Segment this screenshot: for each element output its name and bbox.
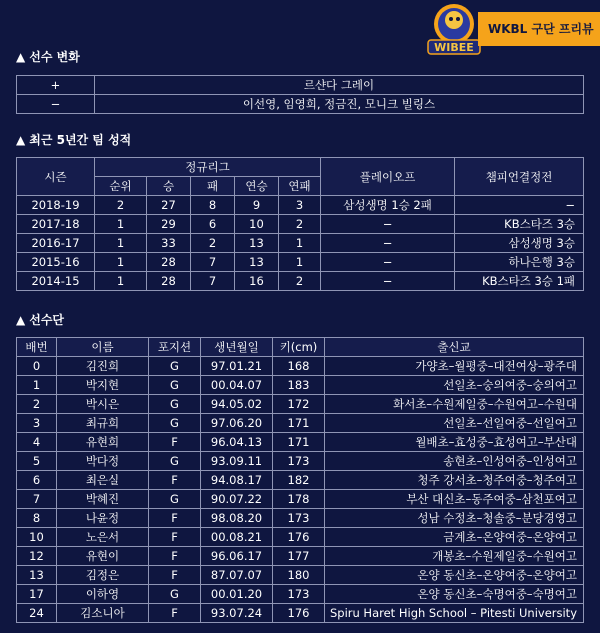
cell-rank: 1 bbox=[95, 234, 147, 253]
cell-school: 개봉초–수원제일중–수원여고 bbox=[325, 547, 584, 566]
cell-height: 168 bbox=[273, 357, 325, 376]
cell-school: 온양 동신초–숙명여중–숙명여고 bbox=[325, 585, 584, 604]
cell-position: F bbox=[149, 566, 201, 585]
cell-number: 5 bbox=[17, 452, 57, 471]
cell-name: 김소니아 bbox=[57, 604, 149, 623]
cell-height: 172 bbox=[273, 395, 325, 414]
cell-height: 177 bbox=[273, 547, 325, 566]
cell-height: 176 bbox=[273, 528, 325, 547]
cell-position: F bbox=[149, 528, 201, 547]
table-row bbox=[17, 196, 584, 215]
cell-number: 13 bbox=[17, 566, 57, 585]
cell-position: G bbox=[149, 357, 201, 376]
col-birthdate: 생년월일 bbox=[201, 338, 273, 357]
cell-streak-win: 10 bbox=[235, 215, 279, 234]
cell-birthdate: 00.01.20 bbox=[201, 585, 273, 604]
preview-tag: WKBL 구단 프리뷰 bbox=[478, 12, 600, 46]
cell-number: 1 bbox=[17, 376, 57, 395]
cell-school: 온양 동신초–온양여중–온양여고 bbox=[325, 566, 584, 585]
col-position: 포지션 bbox=[149, 338, 201, 357]
cell-birthdate: 90.07.22 bbox=[201, 490, 273, 509]
team-logo bbox=[422, 0, 486, 58]
cell-streak-loss: 2 bbox=[279, 215, 321, 234]
cell-win: 28 bbox=[147, 253, 191, 272]
cell-season: 2015-16 bbox=[17, 253, 95, 272]
cell-number: 4 bbox=[17, 433, 57, 452]
cell-name: 최규희 bbox=[57, 414, 149, 433]
table-row bbox=[17, 528, 584, 547]
cell-loss: 2 bbox=[191, 234, 235, 253]
change-sign: + bbox=[17, 76, 95, 95]
cell-playoff: − bbox=[321, 234, 455, 253]
cell-name: 박지현 bbox=[57, 376, 149, 395]
cell-height: 183 bbox=[273, 376, 325, 395]
cell-height: 173 bbox=[273, 585, 325, 604]
cell-season: 2014-15 bbox=[17, 272, 95, 291]
table-row bbox=[17, 490, 584, 509]
triangle-icon: ▲ bbox=[16, 50, 26, 64]
col-height: 키(cm) bbox=[273, 338, 325, 357]
cell-position: F bbox=[149, 433, 201, 452]
cell-loss: 7 bbox=[191, 253, 235, 272]
cell-champ: KB스타즈 3승 bbox=[455, 215, 584, 234]
table-row bbox=[17, 253, 584, 272]
cell-playoff: − bbox=[321, 253, 455, 272]
cell-name: 김정은 bbox=[57, 566, 149, 585]
table-row bbox=[17, 234, 584, 253]
table-row bbox=[17, 272, 584, 291]
cell-win: 29 bbox=[147, 215, 191, 234]
cell-number: 17 bbox=[17, 585, 57, 604]
section-title-results: ▲ 최근 5년간 팀 성적 bbox=[16, 133, 132, 147]
cell-champ: 하나은행 3승 bbox=[455, 253, 584, 272]
table-row bbox=[17, 452, 584, 471]
cell-win: 27 bbox=[147, 196, 191, 215]
cell-position: G bbox=[149, 395, 201, 414]
cell-streak-loss: 1 bbox=[279, 253, 321, 272]
cell-name: 박다정 bbox=[57, 452, 149, 471]
table-row bbox=[17, 357, 584, 376]
header-banner bbox=[422, 0, 600, 54]
cell-school: 월배초–효성중–효성여고–부산대 bbox=[325, 433, 584, 452]
cell-playoff: − bbox=[321, 272, 455, 291]
cell-birthdate: 97.06.20 bbox=[201, 414, 273, 433]
roster-table bbox=[16, 337, 584, 623]
table-row bbox=[17, 95, 584, 114]
cell-name: 나윤정 bbox=[57, 509, 149, 528]
table-row bbox=[17, 414, 584, 433]
cell-position: G bbox=[149, 414, 201, 433]
cell-height: 178 bbox=[273, 490, 325, 509]
col-number: 배번 bbox=[17, 338, 57, 357]
cell-loss: 7 bbox=[191, 272, 235, 291]
changes-table bbox=[16, 75, 584, 114]
col-champ: 챔피언결정전 bbox=[455, 158, 584, 196]
cell-height: 180 bbox=[273, 566, 325, 585]
section-title-changes: ▲ 선수 변화 bbox=[16, 50, 80, 64]
table-row bbox=[17, 395, 584, 414]
change-names: 르샨다 그레이 bbox=[95, 76, 584, 95]
cell-school: 성남 수정초–청솔중–분당경영고 bbox=[325, 509, 584, 528]
cell-streak-win: 13 bbox=[235, 234, 279, 253]
cell-champ: 삼성생명 3승 bbox=[455, 234, 584, 253]
cell-champ: − bbox=[455, 196, 584, 215]
cell-birthdate: 97.01.21 bbox=[201, 357, 273, 376]
cell-position: G bbox=[149, 585, 201, 604]
table-row bbox=[17, 547, 584, 566]
col-streak-loss: 연패 bbox=[279, 177, 321, 196]
cell-birthdate: 94.05.02 bbox=[201, 395, 273, 414]
triangle-icon: ▲ bbox=[16, 313, 26, 327]
change-sign: − bbox=[17, 95, 95, 114]
cell-playoff: − bbox=[321, 215, 455, 234]
cell-position: G bbox=[149, 490, 201, 509]
cell-height: 173 bbox=[273, 509, 325, 528]
cell-school: Spiru Haret High School – Pitesti University bbox=[325, 604, 584, 623]
cell-name: 최은실 bbox=[57, 471, 149, 490]
table-row bbox=[17, 471, 584, 490]
cell-name: 유현이 bbox=[57, 547, 149, 566]
cell-streak-win: 13 bbox=[235, 253, 279, 272]
col-school: 출신교 bbox=[325, 338, 584, 357]
cell-birthdate: 94.08.17 bbox=[201, 471, 273, 490]
col-season: 시즌 bbox=[17, 158, 95, 196]
cell-season: 2017-18 bbox=[17, 215, 95, 234]
cell-streak-win: 9 bbox=[235, 196, 279, 215]
cell-school: 선일초–선일여중–선일여고 bbox=[325, 414, 584, 433]
cell-birthdate: 00.08.21 bbox=[201, 528, 273, 547]
cell-playoff: 삼성생명 1승 2패 bbox=[321, 196, 455, 215]
table-row bbox=[17, 509, 584, 528]
cell-loss: 6 bbox=[191, 215, 235, 234]
table-row bbox=[17, 76, 584, 95]
table-row bbox=[17, 566, 584, 585]
cell-name: 노은서 bbox=[57, 528, 149, 547]
cell-name: 이하영 bbox=[57, 585, 149, 604]
table-row bbox=[17, 585, 584, 604]
change-names: 이선영, 임영희, 정금진, 모니크 빌링스 bbox=[95, 95, 584, 114]
col-win: 승 bbox=[147, 177, 191, 196]
cell-birthdate: 93.09.11 bbox=[201, 452, 273, 471]
col-loss: 패 bbox=[191, 177, 235, 196]
cell-school: 부산 대신초–동주여중–삼천포여고 bbox=[325, 490, 584, 509]
cell-height: 173 bbox=[273, 452, 325, 471]
cell-champ: KB스타즈 3승 1패 bbox=[455, 272, 584, 291]
cell-rank: 1 bbox=[95, 253, 147, 272]
cell-birthdate: 00.04.07 bbox=[201, 376, 273, 395]
cell-height: 182 bbox=[273, 471, 325, 490]
col-streak-win: 연승 bbox=[235, 177, 279, 196]
cell-birthdate: 96.06.17 bbox=[201, 547, 273, 566]
cell-position: F bbox=[149, 547, 201, 566]
results-table bbox=[16, 157, 584, 291]
cell-name: 김진희 bbox=[57, 357, 149, 376]
cell-position: F bbox=[149, 471, 201, 490]
cell-number: 0 bbox=[17, 357, 57, 376]
cell-height: 171 bbox=[273, 433, 325, 452]
cell-win: 33 bbox=[147, 234, 191, 253]
cell-birthdate: 93.07.24 bbox=[201, 604, 273, 623]
cell-school: 송현초–인성여중–인성여고 bbox=[325, 452, 584, 471]
cell-streak-win: 16 bbox=[235, 272, 279, 291]
cell-birthdate: 96.04.13 bbox=[201, 433, 273, 452]
table-row bbox=[17, 604, 584, 623]
cell-number: 7 bbox=[17, 490, 57, 509]
cell-season: 2018-19 bbox=[17, 196, 95, 215]
cell-number: 8 bbox=[17, 509, 57, 528]
cell-loss: 8 bbox=[191, 196, 235, 215]
cell-height: 176 bbox=[273, 604, 325, 623]
col-playoff: 플레이오프 bbox=[321, 158, 455, 196]
table-row bbox=[17, 215, 584, 234]
cell-name: 박시은 bbox=[57, 395, 149, 414]
cell-streak-loss: 1 bbox=[279, 234, 321, 253]
cell-position: F bbox=[149, 509, 201, 528]
section-title-roster: ▲ 선수단 bbox=[16, 313, 65, 327]
col-name: 이름 bbox=[57, 338, 149, 357]
col-regular: 정규리그 bbox=[95, 158, 321, 177]
cell-season: 2016-17 bbox=[17, 234, 95, 253]
cell-rank: 1 bbox=[95, 215, 147, 234]
cell-position: G bbox=[149, 452, 201, 471]
svg-text:WIBEE: WIBEE bbox=[434, 41, 474, 54]
cell-number: 12 bbox=[17, 547, 57, 566]
cell-number: 6 bbox=[17, 471, 57, 490]
cell-position: F bbox=[149, 604, 201, 623]
cell-birthdate: 87.07.07 bbox=[201, 566, 273, 585]
cell-birthdate: 98.08.20 bbox=[201, 509, 273, 528]
cell-school: 화서초–수원제일중–수원여고–수원대 bbox=[325, 395, 584, 414]
cell-name: 유현희 bbox=[57, 433, 149, 452]
triangle-icon: ▲ bbox=[16, 133, 26, 147]
col-rank: 순위 bbox=[95, 177, 147, 196]
cell-number: 3 bbox=[17, 414, 57, 433]
cell-name: 박혜진 bbox=[57, 490, 149, 509]
cell-position: G bbox=[149, 376, 201, 395]
cell-height: 171 bbox=[273, 414, 325, 433]
cell-rank: 2 bbox=[95, 196, 147, 215]
table-row bbox=[17, 433, 584, 452]
cell-number: 2 bbox=[17, 395, 57, 414]
cell-rank: 1 bbox=[95, 272, 147, 291]
cell-school: 선일초–숭의여중–숭의여고 bbox=[325, 376, 584, 395]
cell-school: 금계초–온양여중–온양여고 bbox=[325, 528, 584, 547]
cell-win: 28 bbox=[147, 272, 191, 291]
cell-number: 24 bbox=[17, 604, 57, 623]
cell-school: 가양초–월평중–대전여상–광주대 bbox=[325, 357, 584, 376]
cell-school: 청주 강서초–청주여중–청주여고 bbox=[325, 471, 584, 490]
table-row bbox=[17, 376, 584, 395]
cell-number: 10 bbox=[17, 528, 57, 547]
cell-streak-loss: 2 bbox=[279, 272, 321, 291]
cell-streak-loss: 3 bbox=[279, 196, 321, 215]
